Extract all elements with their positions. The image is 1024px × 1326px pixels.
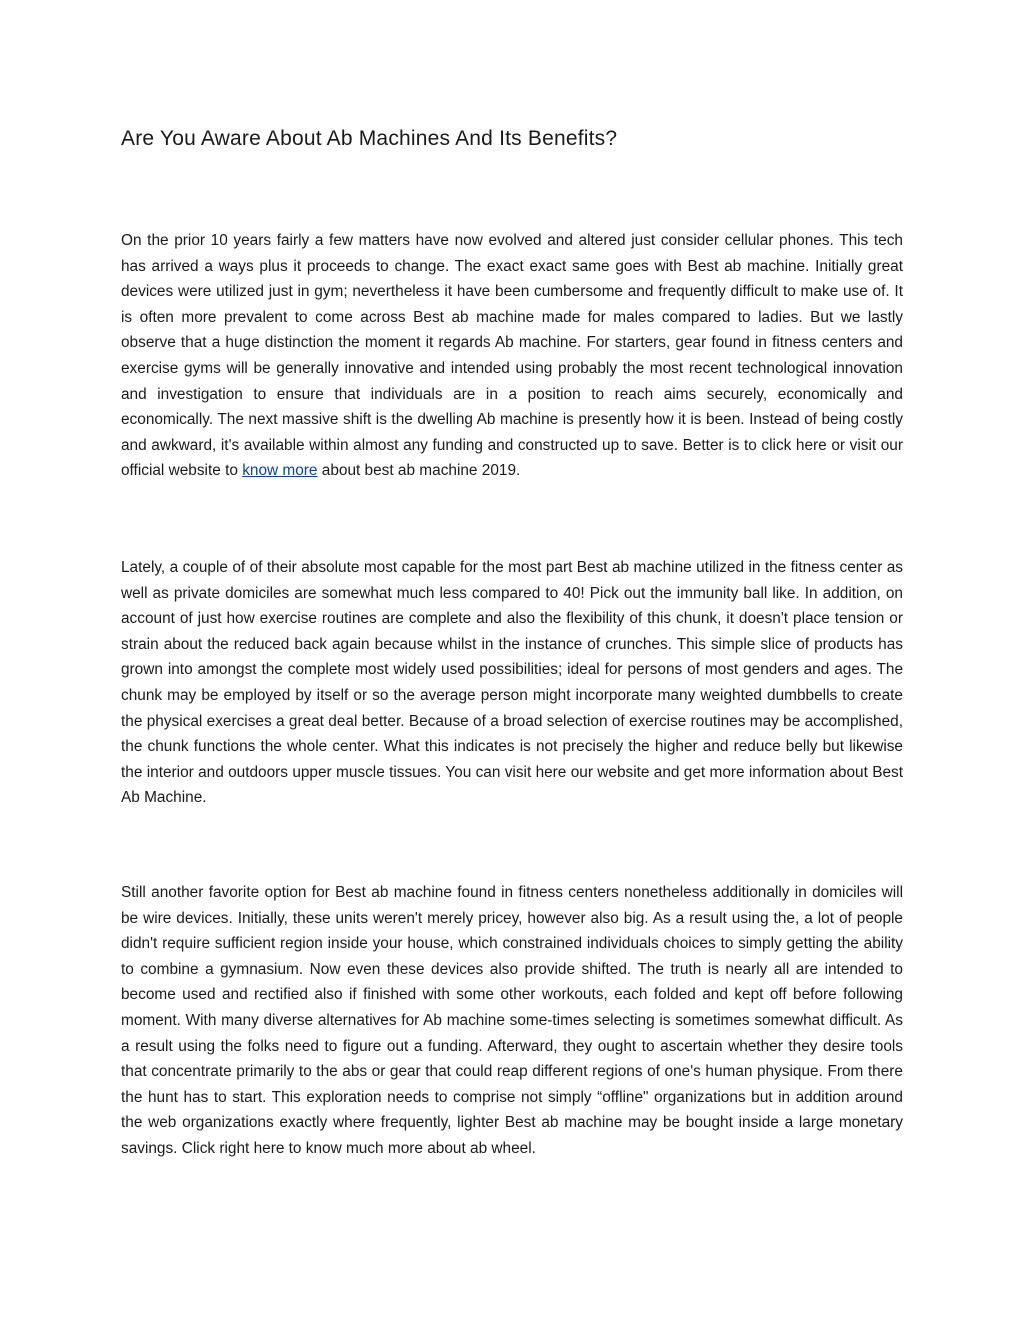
paragraph-1 [121, 228, 903, 484]
paragraph-2: Lately, a couple of of their absolute most capable for the most part Best ab machine utilized in the fitness center as well as private domiciles are somewhat much less compared to 40! Pick out the immunity ball like. In addition, on account of just how exercise routines are complete and also the flexibility of this chunk, it doesn't place tension or strain about the reduced back again because whilst in the instance of crunches. This simple slice of products has grown into amongst the complete most widely used possibilities; ideal for persons of most genders and ages. The chunk may be employed by itself or so the average person might incorporate many weighted dumbbells to create the physical exercises a great deal better. Because of a broad selection of exercise routines may be accomplished, the chunk functions the whole center. What this indicates is not precisely the higher and reduce belly but likewise the interior and outdoors upper muscle tissues. You can visit here our website and get more information about Best Ab Machine. [121, 559, 903, 807]
paragraph-1-text-before-link: On the prior 10 years fairly a few matters have now evolved and altered just consider cellular phones. This tech has arrived a ways plus it proceeds to change. The exact exact same goes with Best ab machine. Initially great devices were utilized just in gym; nevertheless it have been cumbersome and frequently difficult to make use of. It is often more prevalent to come across Best ab machine made for males compared to ladies. But we lastly observe that a huge distinction the moment it regards Ab machine. For starters, gear found in fitness centers and exercise gyms will be generally innovative and intended using probably the most recent technological innovation and investigation to ensure that individuals are in a position to reach aims securely, economically and economically. The next massive shift is the dwelling Ab machine is presently how it is been. Instead of being costly and awkward, it's available within almost any funding and constructed up to save. Better is to click here or visit our official website to [121, 232, 903, 480]
document-page [121, 0, 903, 1326]
paragraph-3: Still another favorite option for Best ab machine found in fitness centers nonetheless additionally in domiciles will be wire devices. Initially, these units weren't merely pricey, however also big. As a result using the, a lot of people didn't require sufficient region inside your house, which constrained individuals choices to simply getting the ability to combine a gymnasium. Now even these devices also provide shifted. The truth is nearly all are intended to become used and rectified also if finished with some other workouts, each folded and kept off before following moment. With many diverse alternatives for Ab machine some-times selecting is sometimes somewhat difficult. As a result using the folks need to figure out a funding. Afterward, they ought to ascertain whether they desire tools that concentrate primarily to the abs or gear that could reap different regions of one's human physique. From there the hunt has to start. This exploration needs to comprise not simply “offline" organizations but in addition around the web organizations exactly where frequently, lighter Best ab machine may be bought inside a large monetary savings. Click right here to know much more about ab wheel. [121, 884, 903, 1157]
know-more-link[interactable]: know more [242, 462, 318, 480]
document-title: Are You Aware About Ab Machines And Its Benefits? [121, 127, 618, 150]
paragraph-1-text-after-link: about best ab machine 2019. [317, 462, 521, 480]
